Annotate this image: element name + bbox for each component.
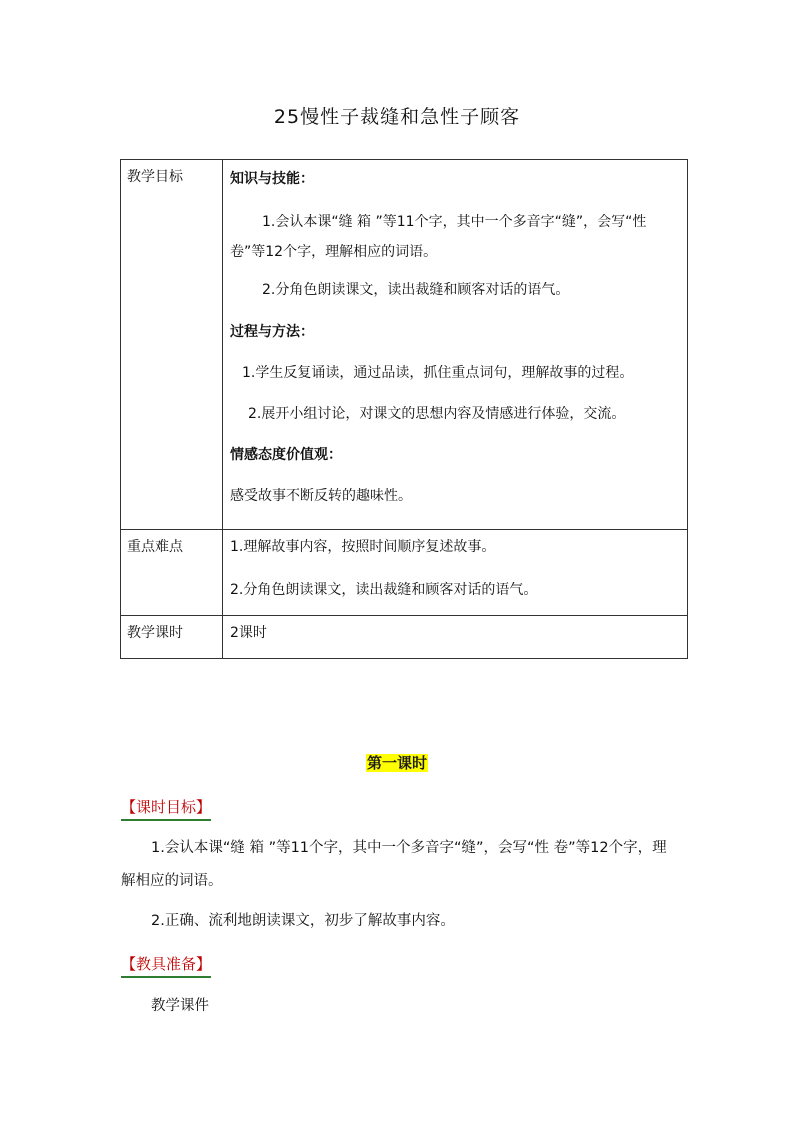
goal-process-1: 1.学生反复诵读，通过品读，抓住重点词句，理解故事的过程。 <box>242 365 634 381</box>
key-points-content <box>223 530 688 616</box>
class-hours-content <box>223 616 688 659</box>
key-point-1: 1.理解故事内容，按照时间顺序复述故事。 <box>230 539 496 555</box>
document-title: 25慢性子裁缝和急性子顾客 <box>273 106 521 128</box>
knowledge-skills-heading: 知识与技能： <box>230 171 314 187</box>
lesson-goals-heading: 【课时目标】 <box>121 796 211 821</box>
lesson-goal-2: 2.正确、流利地朗读课文，初步了解故事内容。 <box>151 913 455 929</box>
key-point-2: 2.分角色朗读课文，读出裁缝和顾客对话的语气。 <box>230 582 538 598</box>
table-row <box>121 616 688 659</box>
lesson-title <box>0 752 794 774</box>
row-label-teaching-goals: 教学目标 <box>121 160 223 530</box>
lesson-plan-table <box>120 159 688 659</box>
process-method-heading: 过程与方法： <box>230 324 314 340</box>
goal-emotion-1: 感受故事不断反转的趣味性。 <box>230 488 412 504</box>
lesson-title-highlight: 第一课时 <box>366 754 427 772</box>
teaching-aids-heading: 【教具准备】 <box>121 953 211 978</box>
teaching-goals-content <box>223 160 688 530</box>
lesson-goal-1: 1.会认本课“缝 箱 ”等11个字，其中一个多音字“缝”，会写“性 卷”等12个字，理解相应的词语。 <box>121 840 667 889</box>
row-label-class-hours: 教学课时 <box>121 616 223 659</box>
goal-knowledge-2: 2.分角色朗读课文，读出裁缝和顾客对话的语气。 <box>262 282 570 298</box>
row-label-key-points: 重点难点 <box>121 530 223 616</box>
table-row <box>121 530 688 616</box>
goal-process-2: 2.展开小组讨论，对课文的思想内容及情感进行体验，交流。 <box>248 406 626 422</box>
table-row <box>121 160 688 530</box>
goal-knowledge-1: 1.会认本课“缝 箱 ”等11个字，其中一个多音字“缝”，会写“性 卷”等12个字，理解相应的词语。 <box>230 214 647 260</box>
teaching-aids-text: 教学课件 <box>151 998 209 1014</box>
emotion-values-heading: 情感态度价值观： <box>230 447 342 463</box>
class-hours-value: 2课时 <box>230 625 267 641</box>
